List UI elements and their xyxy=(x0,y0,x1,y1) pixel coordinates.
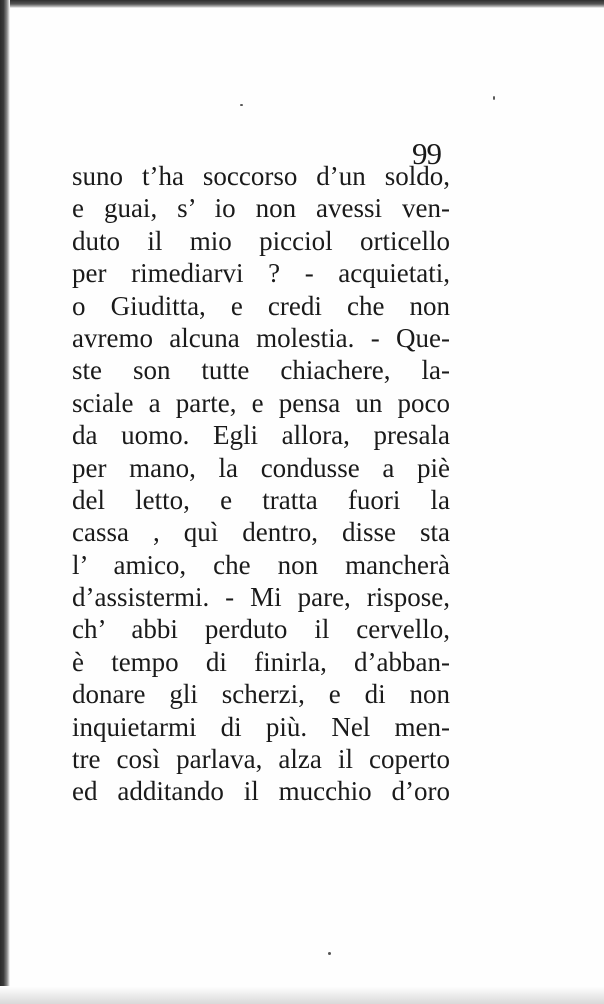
text-line: e guai, s’ io non avessi ven- xyxy=(72,193,450,224)
text-line: del letto, e tratta fuori la xyxy=(72,484,450,515)
text-line: donare gli scherzi, e di non xyxy=(72,679,450,710)
text-line: per rimediarvi ? - acquietati, xyxy=(72,258,450,289)
text-line: cassa , quì dentro, disse sta xyxy=(72,517,450,548)
scan-bottom-edge xyxy=(0,986,604,1004)
text-line: è tempo di finirla, d’abban- xyxy=(72,646,450,677)
text-line: per mano, la condusse a piè xyxy=(72,452,450,483)
text-line: tre così parlava, alza il coperto xyxy=(72,744,450,775)
scan-top-edge xyxy=(0,0,604,8)
binding-edge xyxy=(0,0,10,1004)
paper-speck xyxy=(240,104,243,106)
paper-speck xyxy=(328,952,331,955)
text-line: o Giuditta, e credi che non xyxy=(72,290,450,321)
text-line: ste son tutte chiachere, la- xyxy=(72,355,450,386)
text-line: da uomo. Egli allora, presala xyxy=(72,420,450,451)
page-number: 99 xyxy=(412,136,441,171)
text-line: ch’ abbi perduto il cervello, xyxy=(72,614,450,645)
text-line: duto il mio picciol orticello xyxy=(72,225,450,256)
text-line: d’assistermi. - Mi pare, rispose, xyxy=(72,582,450,613)
text-line: l’ amico, che non mancherà xyxy=(72,549,450,580)
paper-speck xyxy=(493,96,495,100)
text-line: ed additando il mucchio d’oro xyxy=(72,776,450,807)
text-line: sciale a parte, e pensa un poco xyxy=(72,387,450,418)
body-text xyxy=(72,160,450,808)
text-line: suno t’ha soccorso d’un soldo, xyxy=(72,161,450,191)
text-line: inquietarmi di più. Nel men- xyxy=(72,711,450,742)
text-line: avremo alcuna molestia. - Que- xyxy=(72,322,450,353)
